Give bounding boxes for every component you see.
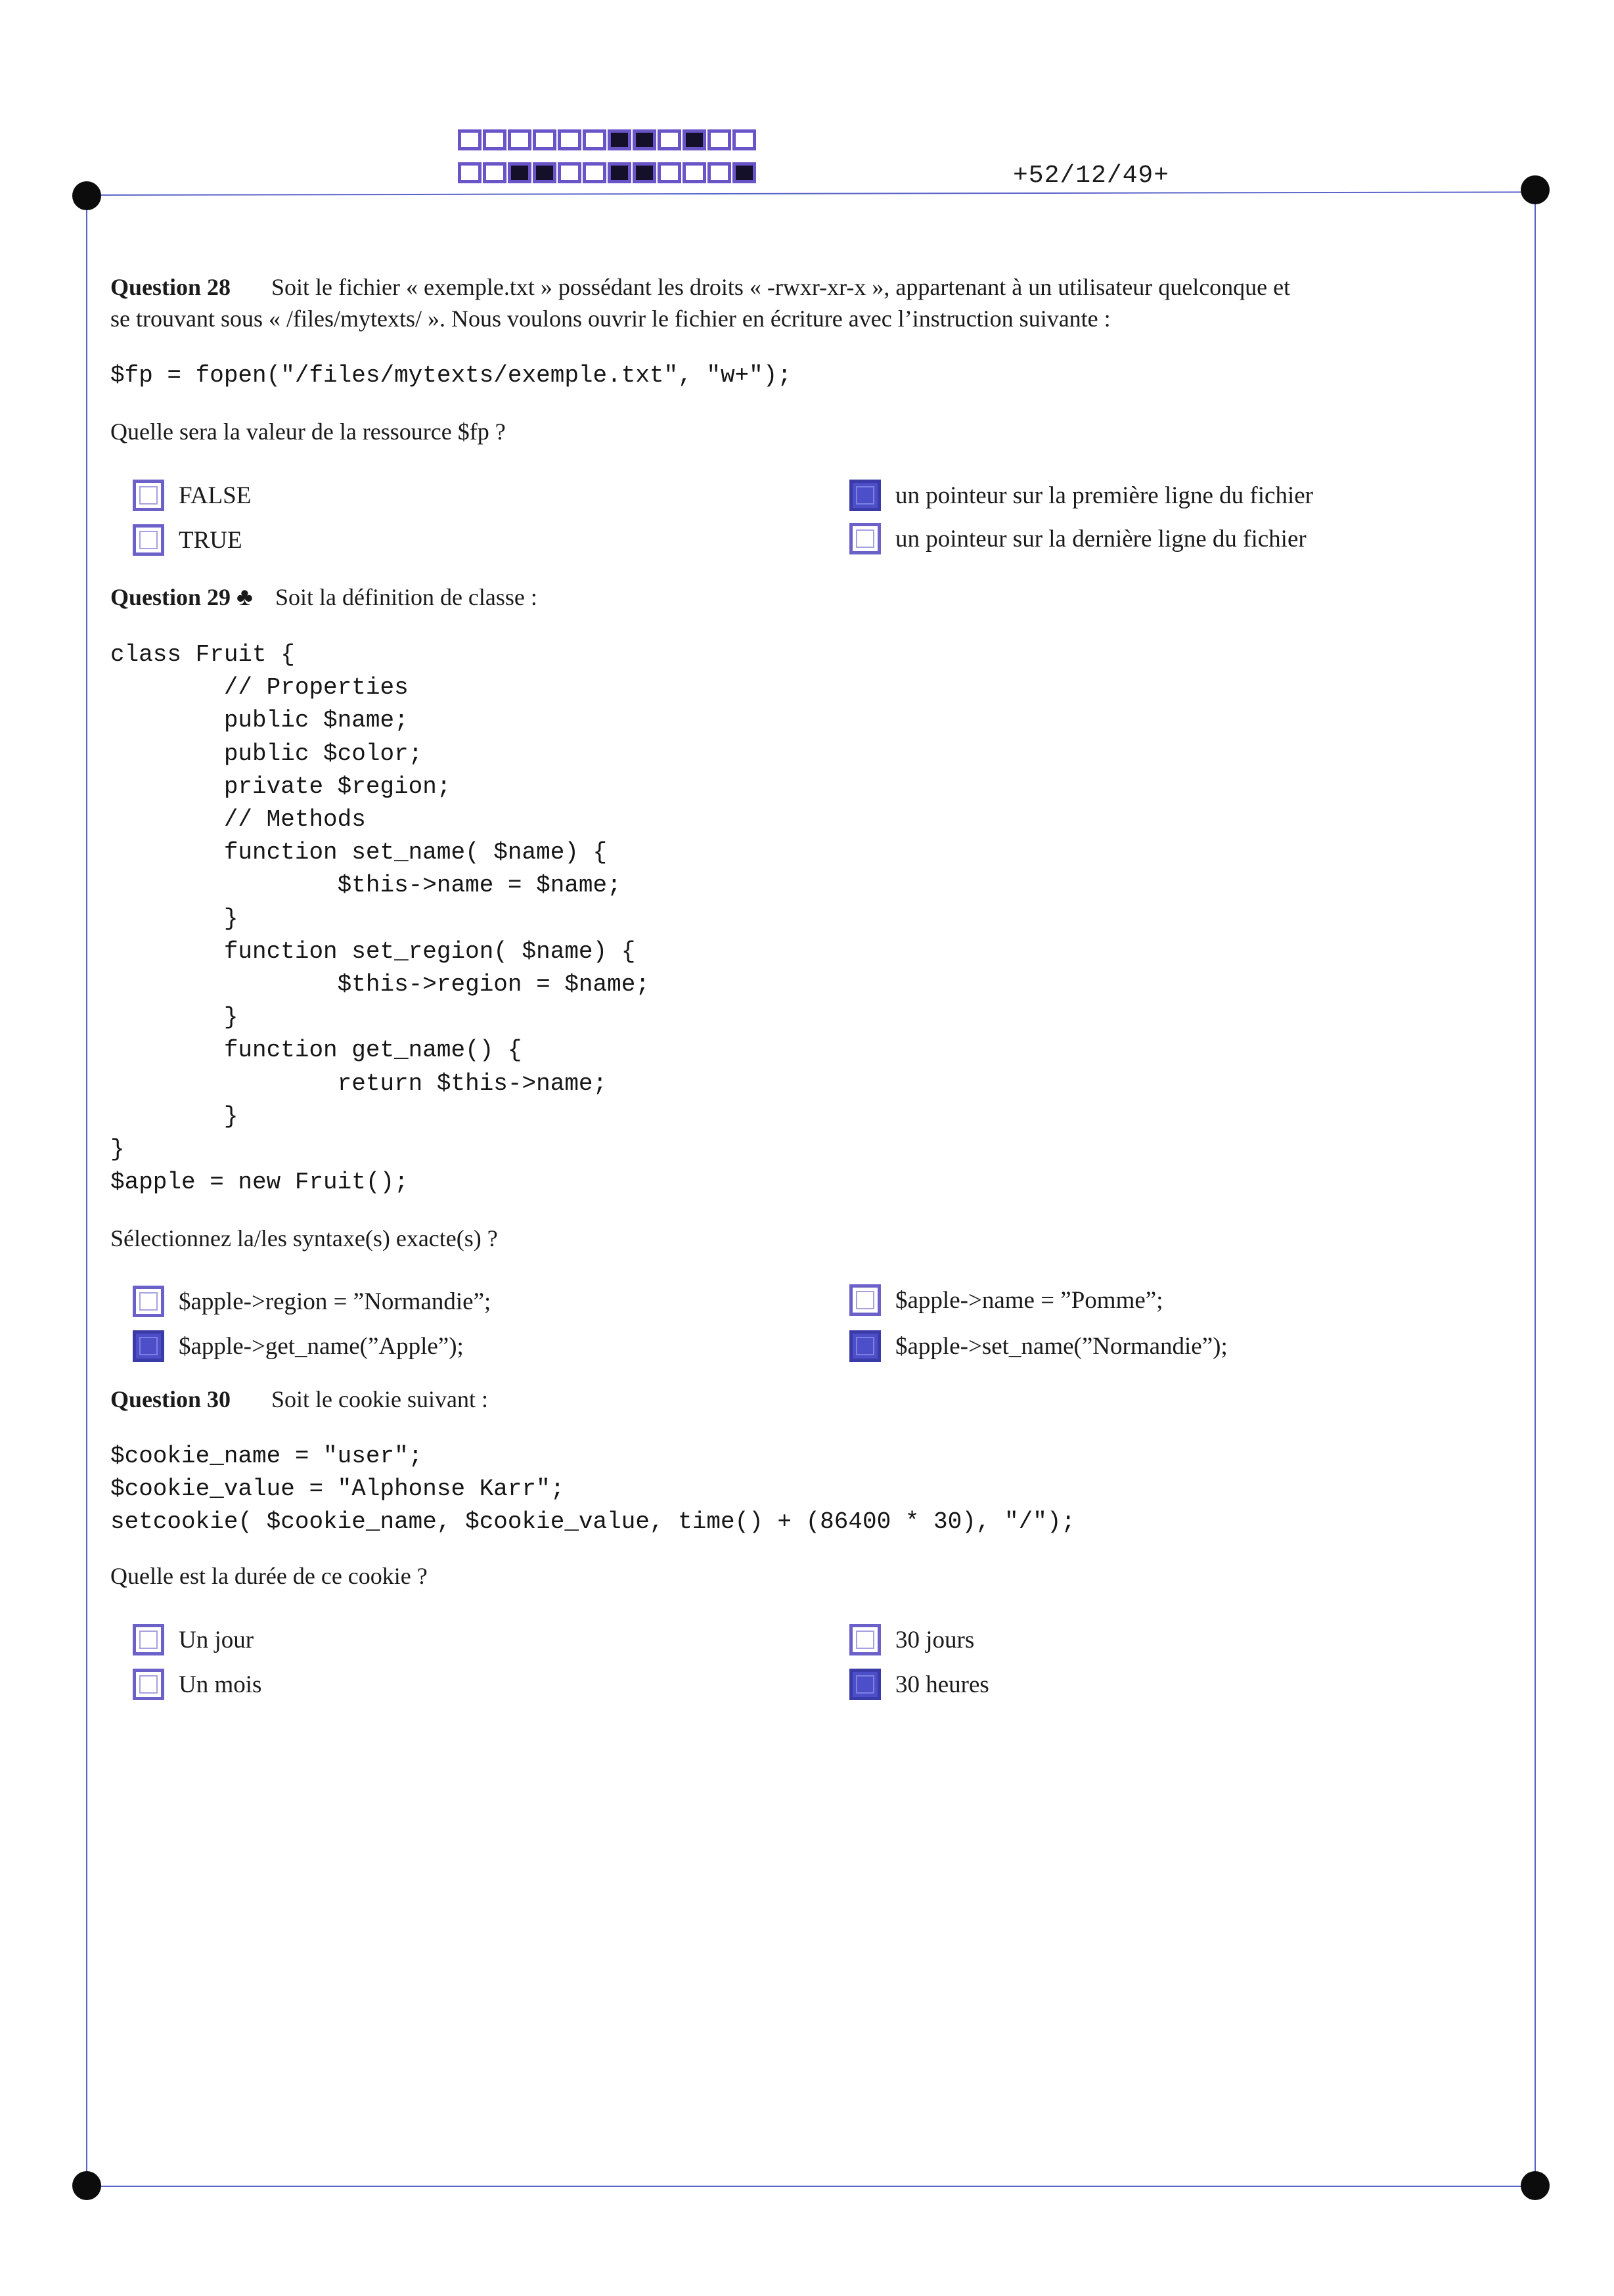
q30-option-3-checkbox[interactable] bbox=[849, 1624, 881, 1655]
q30-code: $cookie_name = "user"; $cookie_value = "Alphonse Karr"; setcookie( $cookie_name, $cookie_value, time() + (86400 * 30), "/"); bbox=[110, 1443, 1076, 1536]
q28-option-4-label: un pointeur sur la dernière ligne du fichier bbox=[895, 525, 1307, 552]
code-cell bbox=[533, 130, 556, 150]
code-cell bbox=[658, 130, 681, 150]
code-cell bbox=[459, 163, 481, 183]
q30-label: Question 30 bbox=[110, 1386, 231, 1412]
q28-prompt: Quelle sera la valeur de la ressource $fp ? bbox=[110, 418, 506, 445]
code-cell bbox=[533, 163, 556, 183]
q29-option-1[interactable] bbox=[133, 1284, 491, 1319]
code-cell bbox=[733, 163, 755, 183]
code-cell bbox=[608, 130, 631, 150]
q29-label: Question 29 bbox=[110, 584, 231, 610]
q28-option-1[interactable] bbox=[133, 478, 251, 513]
q28-option-1-checkbox[interactable] bbox=[133, 480, 164, 511]
q28-option-2[interactable] bbox=[133, 522, 242, 558]
q28-option-4-checkbox[interactable] bbox=[849, 523, 881, 554]
q28-option-2-checkbox[interactable] bbox=[133, 524, 164, 556]
code-cell bbox=[608, 163, 631, 183]
code-cell bbox=[633, 130, 656, 150]
q29-code: class Fruit { // Properties public $name; public $color; private $region; // Methods function set_name( $name) { $this->name = $name; } function set_region( $name) { $this->region = $name; } function get_name() { return $this->name; } } $apple = new Fruit(); bbox=[110, 641, 650, 1196]
q30-option-4[interactable] bbox=[849, 1667, 989, 1702]
code-cell bbox=[583, 130, 606, 150]
q28-code: $fp = fopen("/files/mytexts/exemple.txt", "w+"); bbox=[110, 362, 792, 389]
q30-option-3-label: 30 jours bbox=[895, 1626, 975, 1654]
frame-right-line bbox=[1535, 191, 1536, 2186]
q28-option-3-label: un pointeur sur la première ligne du fichier bbox=[895, 482, 1313, 509]
q30-text: Soit le cookie suivant : bbox=[271, 1386, 488, 1412]
q29-option-1-checkbox[interactable] bbox=[133, 1286, 164, 1317]
q28-label: Question 28 bbox=[110, 274, 231, 300]
page-code: +52/12/49+ bbox=[1013, 162, 1170, 190]
q30-option-4-label: 30 heures bbox=[895, 1671, 989, 1698]
q29-option-4-checkbox[interactable] bbox=[849, 1330, 881, 1362]
q29-option-1-label: $apple->region = ”Normandie”; bbox=[179, 1288, 491, 1315]
q29-title bbox=[110, 581, 537, 614]
corner-mark-bottom-right bbox=[1521, 2171, 1550, 2200]
page-code-grid-row-2 bbox=[459, 163, 758, 183]
q30-option-4-checkbox[interactable] bbox=[849, 1669, 881, 1700]
frame-bottom-line bbox=[87, 2186, 1535, 2187]
q29-option-3-checkbox[interactable] bbox=[849, 1284, 881, 1316]
q29-option-4-label: $apple->set_name(”Normandie”); bbox=[895, 1332, 1228, 1360]
frame-top-line bbox=[87, 191, 1535, 196]
corner-mark-bottom-left bbox=[72, 2171, 101, 2200]
code-cell bbox=[658, 163, 681, 183]
q28-option-1-label: FALSE bbox=[179, 482, 252, 509]
code-cell bbox=[683, 130, 706, 150]
corner-mark-top-left bbox=[72, 181, 101, 210]
q29-option-2-label: $apple->get_name(”Apple”); bbox=[179, 1332, 464, 1360]
q29-prompt: Sélectionnez la/les syntaxe(s) exacte(s) ? bbox=[110, 1225, 498, 1251]
q30-option-2[interactable] bbox=[133, 1667, 261, 1702]
code-cell bbox=[558, 163, 581, 183]
q30-prompt: Quelle est la durée de ce cookie ? bbox=[110, 1563, 428, 1589]
code-cell bbox=[483, 163, 506, 183]
page-code-grid-row-1 bbox=[459, 130, 758, 150]
q28-option-3[interactable] bbox=[849, 478, 1313, 513]
code-cell bbox=[508, 130, 531, 150]
code-cell bbox=[508, 163, 531, 183]
q28-option-2-label: TRUE bbox=[179, 526, 242, 554]
q29-option-3[interactable] bbox=[849, 1282, 1163, 1318]
code-cell bbox=[483, 130, 506, 150]
q29-option-2[interactable] bbox=[133, 1328, 464, 1364]
q30-option-1-label: Un jour bbox=[179, 1626, 254, 1654]
q29-option-3-label: $apple->name = ”Pomme”; bbox=[895, 1286, 1163, 1314]
club-icon: ♣ bbox=[236, 583, 253, 611]
q28-text-2: se trouvant sous « /files/mytexts/ ». Nous voulons ouvrir le fichier en écriture avec l’instruction suivante : bbox=[110, 305, 1111, 332]
q29-option-2-checkbox[interactable] bbox=[133, 1330, 164, 1362]
q30-option-1[interactable] bbox=[133, 1622, 254, 1657]
code-cell bbox=[708, 130, 730, 150]
code-cell bbox=[708, 163, 730, 183]
code-cell bbox=[733, 130, 755, 150]
code-cell bbox=[583, 163, 606, 183]
q28-option-3-checkbox[interactable] bbox=[849, 480, 881, 511]
q30-option-2-checkbox[interactable] bbox=[133, 1669, 164, 1700]
code-cell bbox=[683, 163, 706, 183]
q30-option-2-label: Un mois bbox=[179, 1671, 262, 1698]
q30-title bbox=[110, 1383, 488, 1416]
frame-left-line bbox=[86, 194, 87, 2186]
q28-option-4[interactable] bbox=[849, 521, 1307, 556]
q28-title bbox=[110, 271, 1290, 304]
q29-option-4[interactable] bbox=[849, 1328, 1228, 1364]
code-cell bbox=[459, 130, 481, 150]
corner-mark-top-right bbox=[1521, 175, 1550, 204]
q30-option-1-checkbox[interactable] bbox=[133, 1624, 164, 1655]
q28-text-1: Soit le fichier « exemple.txt » possédant les droits « -rwxr-xr-x », appartenant à un utilisateur quelconque et bbox=[271, 274, 1291, 300]
q30-option-3[interactable] bbox=[849, 1622, 974, 1657]
q29-text: Soit la définition de classe : bbox=[275, 584, 537, 610]
code-cell bbox=[558, 130, 581, 150]
code-cell bbox=[633, 163, 656, 183]
